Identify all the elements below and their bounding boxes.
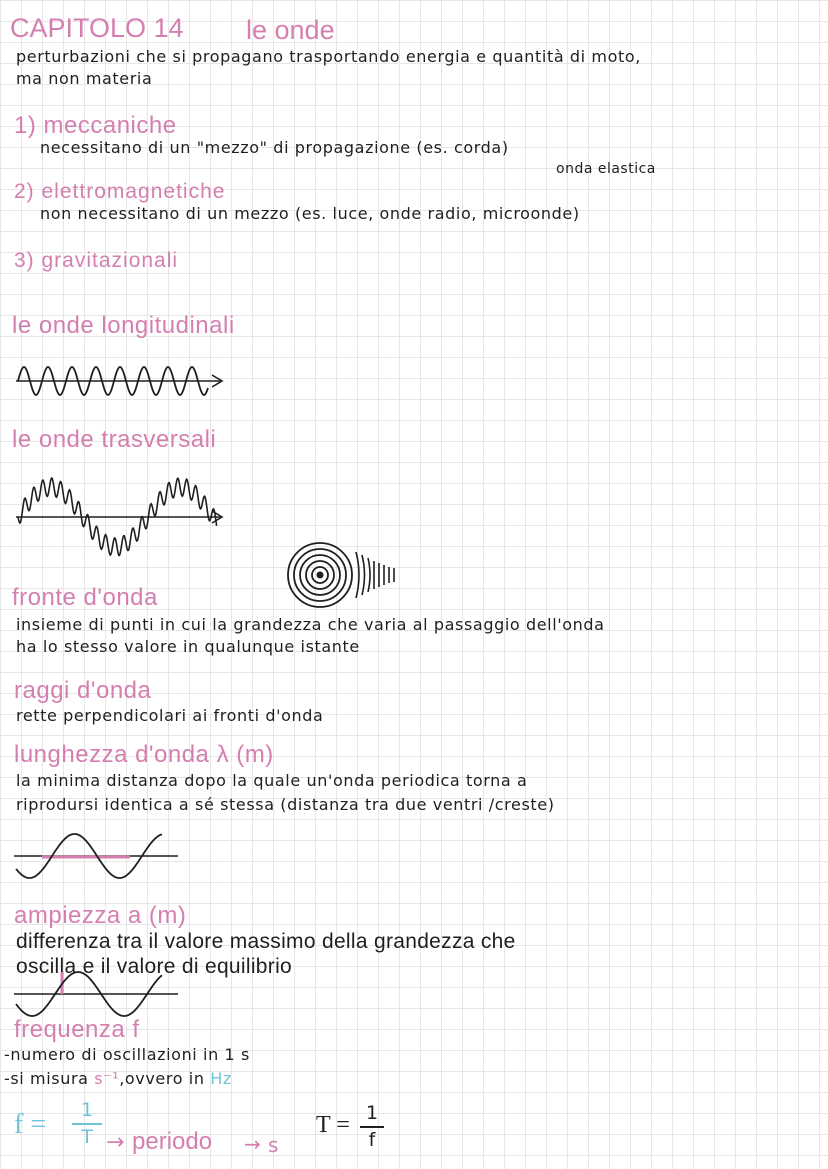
period-unit: s — [268, 1133, 279, 1157]
formula-f-numerator: 1 — [80, 1099, 94, 1121]
formula-t-denominator: f — [368, 1128, 376, 1151]
chapter-title: CAPITOLO 14 — [10, 13, 184, 43]
formula-f-denominator: T — [81, 1125, 93, 1148]
formula-t-numerator: 1 — [365, 1102, 379, 1124]
arrow-icon: → — [106, 1130, 125, 1155]
formula-f-fraction — [72, 1100, 102, 1148]
wavelength-title: lunghezza d'onda λ (m) — [14, 741, 274, 768]
mechanical-desc: necessitano di un "mezzo" di propagazione (es. corda) — [40, 138, 509, 157]
frequency-unit-inverse-seconds: s⁻¹ — [94, 1069, 120, 1088]
wavelength-figure — [12, 830, 182, 882]
definition-line-1: perturbazioni che si propagano trasportando energia e quantità di moto, — [16, 47, 641, 66]
amplitude-line-1: differenza tra il valore massimo della grandezza che — [16, 930, 516, 953]
electromagnetic-title: 2) elettromagnetiche — [14, 180, 226, 203]
wavelength-line-2: riprodursi identica a sé stessa (distanza tra due ventri /creste) — [16, 795, 555, 814]
formula-f-lhs: f = — [14, 1109, 47, 1140]
frequency-item-1: -numero di oscillazioni in 1 s — [4, 1045, 250, 1064]
wavefront-figure — [286, 540, 406, 610]
transverse-wave-figure — [12, 468, 232, 568]
formula-t-bar — [360, 1126, 384, 1128]
rays-desc: rette perpendicolari ai fronti d'onda — [16, 706, 324, 725]
frequency-title: frequenza f — [14, 1016, 140, 1043]
mechanical-title: 1) meccaniche — [14, 112, 177, 139]
amplitude-figure — [12, 966, 182, 1022]
wavefront-line-1: insieme di punti in cui la grandezza che varia al passaggio dell'onda — [16, 615, 605, 634]
arrow-icon: → — [244, 1132, 261, 1156]
wavefront-title: fronte d'onda — [12, 584, 158, 611]
frequency-item-2 — [4, 1070, 232, 1088]
mechanical-note: onda elastica — [556, 161, 656, 177]
frequency-item-2-prefix: -si misura — [4, 1069, 89, 1088]
amplitude-line-2: oscilla e il valore di equilibrio — [16, 955, 293, 978]
transverse-title: le onde trasversali — [12, 426, 217, 453]
period-label: periodo — [132, 1128, 213, 1155]
amplitude-title: ampiezza a (m) — [14, 902, 187, 929]
frequency-item-2-mid: ,ovvero in — [119, 1069, 205, 1088]
frequency-unit-hz: Hz — [210, 1069, 232, 1088]
longitudinal-title: le onde longitudinali — [12, 312, 235, 339]
wavefront-line-2: ha lo stesso valore in qualunque istante — [16, 637, 360, 656]
longitudinal-wave-figure — [12, 358, 232, 404]
wavelength-line-1: la minima distanza dopo la quale un'onda periodica torna a — [16, 771, 528, 790]
formula-f-bar — [72, 1123, 102, 1125]
definition-line-2: ma non materia — [16, 69, 153, 88]
formula-t-lhs: T = — [316, 1112, 350, 1138]
electromagnetic-desc: non necessitano di un mezzo (es. luce, onde radio, microonde) — [40, 204, 580, 223]
topic-title: le onde — [246, 15, 335, 45]
gravitational-title: 3) gravitazionali — [14, 249, 179, 272]
formula-t-fraction — [360, 1103, 384, 1151]
rays-title: raggi d'onda — [14, 677, 152, 704]
